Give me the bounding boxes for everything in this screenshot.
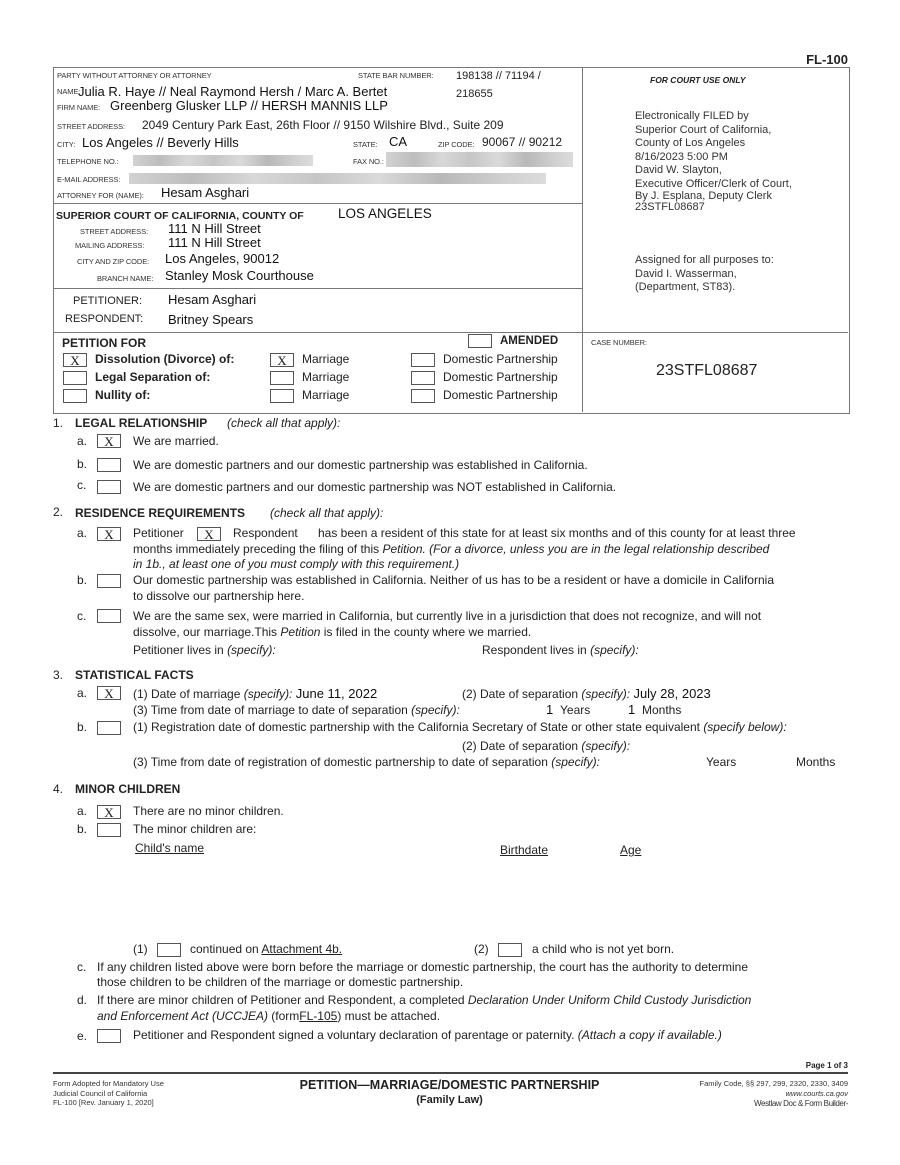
registration-date-note: (specify below):	[703, 720, 787, 734]
section4-d-letter: d.	[77, 993, 88, 1007]
section2-b-letter: b.	[77, 573, 88, 587]
no-minor-children-checkbox[interactable]: X	[97, 805, 121, 819]
zip-label: ZIP CODE:	[438, 140, 475, 149]
assignment-note	[635, 254, 774, 295]
b-opt2-num: (2)	[474, 942, 489, 956]
filing-line: County of Los Angeles	[635, 137, 746, 149]
uccjea-act-title: and Enforcement Act (UCCJEA)	[97, 1009, 268, 1023]
petition-for-title: PETITION FOR	[62, 336, 146, 350]
section4-d-line2	[97, 1009, 440, 1023]
married-checkbox[interactable]: X	[97, 434, 121, 448]
fl-105-link[interactable]: FL-105	[299, 1009, 338, 1023]
filing-line: Executive Officer/Clerk of Court,	[635, 177, 792, 190]
date-of-separation-label: (2) Date of separation	[462, 687, 579, 701]
section4-c-letter: c.	[77, 960, 87, 974]
time-registration-label: (3) Time from date of registration of domestic partnership to date of separation	[133, 755, 548, 769]
filing-stamp	[635, 110, 792, 213]
section4-b-text: The minor children are:	[133, 822, 257, 836]
footer-left-line: FL-100 [Rev. January 1, 2020]	[53, 1098, 154, 1107]
legal-separation-checkbox[interactable]	[63, 371, 87, 385]
filing-line: 8/16/2023 5:00 PM	[635, 150, 728, 163]
section2-a-line3: in 1b., at least one of you must comply with this requirement.)	[133, 557, 460, 571]
section2-number: 2.	[53, 505, 64, 519]
domestic-ca-checkbox[interactable]	[97, 458, 121, 472]
firm-label: FIRM NAME:	[57, 103, 101, 112]
form-id: FL-100	[806, 52, 848, 67]
nullity-label: Nullity of:	[95, 388, 151, 402]
unborn-child-checkbox[interactable]	[498, 943, 522, 957]
attorney-for-name[interactable]: Hesam Asghari	[161, 185, 250, 200]
attachment-4b-text: continued on	[190, 942, 259, 956]
footer-title-block	[272, 1078, 627, 1106]
section4-title: MINOR CHILDREN	[75, 782, 181, 796]
section2-a-line2-text: months immediately preceding the filing of this	[133, 542, 380, 556]
respondent-lives-specify: (specify):	[590, 643, 639, 657]
footer-family-codes: Family Code, §§ 297, 299, 2320, 2330, 3409	[699, 1079, 848, 1088]
months-label: Months	[642, 703, 682, 717]
col-age: Age	[620, 843, 642, 857]
court-street[interactable]: 111 N Hill Street	[168, 221, 261, 236]
footer-title: PETITION—MARRIAGE/DOMESTIC PARTNERSHIP	[299, 1078, 600, 1092]
years-value[interactable]: 1	[546, 702, 554, 717]
section4-a-letter: a.	[77, 804, 88, 818]
dissolution-label: Dissolution (Divorce) of:	[95, 352, 235, 366]
divider-court	[53, 288, 582, 289]
section2-a-line2	[133, 542, 769, 556]
b-opt1-num: (1)	[133, 942, 148, 956]
section2-title: RESIDENCE REQUIREMENTS	[75, 506, 246, 520]
section2-b-text1: Our domestic partnership was established in California. Neither of us has to be a resident or have a domicile in California	[133, 573, 774, 587]
column-divider	[582, 67, 583, 412]
case-number-label: CASE NUMBER:	[591, 338, 647, 347]
section1-a-text: We are married.	[133, 434, 219, 448]
petitioner-lives-label: Petitioner lives in	[133, 643, 224, 657]
court-branch-label: BRANCH NAME:	[97, 274, 154, 283]
section4-d-form-word: (form	[271, 1009, 300, 1023]
uccjea-declaration-title: Declaration Under Uniform Child Custody Jurisdiction	[467, 993, 752, 1007]
date-of-marriage-value[interactable]: June 11, 2022	[295, 686, 378, 701]
petitioner-resident-checkbox[interactable]: X	[97, 527, 121, 541]
date-of-separation-value[interactable]: July 28, 2023	[633, 686, 711, 701]
section1-c-text: We are domestic partners and our domestic partnership was NOT established in California.	[133, 480, 617, 494]
dp-separation-row	[462, 739, 630, 753]
attorney-state[interactable]: CA	[389, 134, 408, 149]
attachment-4b-link[interactable]: Attachment 4b.	[261, 942, 343, 956]
bar-number-label: STATE BAR NUMBER:	[358, 71, 434, 80]
court-use-header: FOR COURT USE ONLY	[650, 75, 746, 85]
section4-d-text2c: ) must be attached.	[337, 1009, 441, 1023]
domestic-facts-checkbox[interactable]	[97, 721, 121, 735]
date-of-separation-specify: (specify):	[581, 687, 631, 701]
time-registration-specify: (specify):	[551, 755, 600, 769]
respondent-lives-in	[482, 643, 639, 657]
respondent-name[interactable]: Britney Spears	[168, 312, 254, 327]
section1-title: LEGAL RELATIONSHIP	[75, 416, 208, 430]
dissolution-domestic-label: Domestic Partnership	[443, 352, 558, 366]
section1-b-text: We are domestic partners and our domestic partnership was established in California.	[133, 458, 588, 472]
attorney-header-label: PARTY WITHOUT ATTORNEY OR ATTORNEY	[57, 71, 212, 80]
section2-a-letter: a.	[77, 526, 88, 540]
divider-attorney	[53, 203, 582, 204]
footer-right	[700, 1079, 848, 1109]
dissolution-checkbox[interactable]: X	[63, 353, 87, 367]
filing-line: David W. Slayton,	[635, 164, 722, 176]
section2-c-text2c: is filed in the county where we married.	[323, 625, 532, 639]
court-cityzip[interactable]: Los Angeles, 90012	[165, 251, 280, 266]
attachment-4b-row	[190, 942, 342, 956]
section4-d-line1	[97, 993, 751, 1007]
attorney-zip[interactable]: 90067 // 90212	[482, 135, 563, 149]
section4-number: 4.	[53, 782, 64, 796]
court-cityzip-label: CITY AND ZIP CODE:	[77, 257, 150, 266]
section2-c-petition-word: Petition	[280, 625, 321, 639]
nullity-marriage-checkbox[interactable]	[270, 389, 294, 403]
footer-website[interactable]: www.courts.ca.gov	[785, 1088, 848, 1098]
section2-a-italic-note: (For a divorce, unless you are in the legal relationship described	[429, 542, 770, 556]
footer-left-line: Judicial Council of California	[53, 1088, 148, 1098]
street-label: STREET ADDRESS:	[57, 122, 125, 131]
section1-b-letter: b.	[77, 457, 88, 471]
footer-rule	[53, 1072, 848, 1074]
section1-a-letter: a.	[77, 434, 88, 448]
dp-months-label: Months	[796, 755, 836, 769]
nullity-checkbox[interactable]	[63, 389, 87, 403]
petitioner-label: PETITIONER:	[73, 295, 143, 307]
section4-d-text1a: If there are minor children of Petitioner and Respondent, a completed	[97, 993, 465, 1007]
time-marriage-row	[133, 703, 460, 717]
months-value[interactable]: 1	[628, 702, 636, 717]
legal-separation-label: Legal Separation of:	[95, 370, 211, 384]
section1-c-letter: c.	[77, 478, 87, 492]
email-label: E-MAIL ADDRESS:	[57, 175, 121, 184]
section4-e-letter: e.	[77, 1029, 88, 1043]
attorney-for-label: ATTORNEY FOR (NAME):	[57, 191, 144, 200]
minor-children-checkbox[interactable]	[97, 823, 121, 837]
legal-separation-domestic-checkbox[interactable]	[411, 371, 435, 385]
assignment-line: (Department, ST83).	[635, 281, 736, 293]
section2-note: (check all that apply):	[270, 506, 384, 520]
section3-title: STATISTICAL FACTS	[75, 668, 194, 682]
registration-date-row	[133, 720, 787, 734]
filing-line: Electronically FILED by	[635, 110, 749, 122]
nullity-marriage-label: Marriage	[302, 388, 350, 402]
same-sex-checkbox[interactable]	[97, 609, 121, 623]
section4-c-text2: those children to be children of the marriage or domestic partnership.	[97, 975, 464, 989]
section2-b-text2: to dissolve our partnership here.	[133, 589, 305, 603]
page-number: Page 1 of 3	[805, 1061, 848, 1070]
petitioner-name[interactable]: Hesam Asghari	[168, 292, 257, 307]
section4-c-text1: If any children listed above were born before the marriage or domestic partnership, the court has the authority to determine	[97, 960, 749, 974]
section2-a-petition-word: Petition.	[382, 542, 426, 556]
petitioner-lives-in	[133, 643, 276, 657]
dp-years-label: Years	[706, 755, 737, 769]
dp-separation-specify: (specify):	[581, 739, 631, 753]
section2-c-text1: We are the same sex, were married in California, but currently live in a jurisdiction that does not recognize, and will not	[133, 609, 762, 623]
amended-checkbox[interactable]	[468, 334, 492, 348]
time-registration-row	[133, 755, 600, 769]
respondent-label: RESPONDENT:	[65, 313, 144, 325]
city-label: CITY:	[57, 140, 76, 149]
section3-number: 3.	[53, 668, 64, 682]
years-label: Years	[560, 703, 591, 717]
court-branch[interactable]: Stanley Mosk Courthouse	[165, 268, 314, 283]
dissolution-marriage-checkbox[interactable]: X	[270, 353, 294, 367]
section2-a-petitioner: Petitioner	[133, 526, 184, 540]
domestic-established-checkbox[interactable]	[97, 574, 121, 588]
amended-label: AMENDED	[500, 335, 559, 347]
phone-label: TELEPHONE NO.:	[57, 157, 119, 166]
section4-e-row	[133, 1028, 722, 1042]
domestic-non-ca-checkbox[interactable]	[97, 480, 121, 494]
court-mailing[interactable]: 111 N Hill Street	[168, 235, 261, 250]
assignment-line: David I. Wasserman,	[635, 267, 737, 280]
section3-a-letter: a.	[77, 686, 88, 700]
time-marriage-specify: (specify):	[411, 703, 460, 717]
attachment-4b-checkbox[interactable]	[157, 943, 181, 957]
section2-a-text: has been a resident of this state for at least six months and of this county for at least three	[318, 526, 796, 540]
filing-line: 23STFL08687	[635, 201, 705, 213]
fax-redacted[interactable]	[386, 152, 573, 167]
divider-parties	[53, 332, 848, 333]
section4-b-letter: b.	[77, 822, 88, 836]
court-title: SUPERIOR COURT OF CALIFORNIA, COUNTY OF	[56, 210, 304, 222]
col-childs-name: Child's name	[135, 841, 204, 855]
section1-number: 1.	[53, 416, 64, 430]
name-label: NAME:	[57, 87, 81, 96]
date-of-marriage-specify: (specify):	[243, 687, 293, 701]
filing-line: By J. Esplana, Deputy Clerk	[635, 190, 772, 202]
petitioner-lives-specify: (specify):	[227, 643, 276, 657]
date-of-marriage-row	[133, 686, 377, 701]
section4-e-text: Petitioner and Respondent signed a voluntary declaration of parentage or paternity.	[133, 1028, 575, 1042]
fax-label: FAX NO.:	[353, 157, 384, 166]
footer-builder: Westlaw Doc & Form Builder-	[754, 1099, 848, 1108]
marriage-facts-checkbox[interactable]: X	[97, 686, 121, 700]
state-label: STATE:	[353, 140, 378, 149]
footer-subtitle: (Family Law)	[416, 1094, 483, 1106]
attorney-street[interactable]: 2049 Century Park East, 26th Floor // 9150 Wilshire Blvd., Suite 209	[142, 118, 504, 132]
section2-c-line2	[133, 625, 531, 639]
respondent-resident-checkbox[interactable]: X	[197, 527, 221, 541]
col-birthdate: Birthdate	[500, 843, 549, 857]
phone-redacted[interactable]	[133, 155, 313, 166]
email-redacted[interactable]	[129, 173, 546, 184]
bar-number-2[interactable]: 218655	[456, 88, 493, 100]
section4-a-text: There are no minor children.	[133, 804, 284, 818]
legal-separation-marriage-label: Marriage	[302, 370, 350, 384]
date-of-marriage-label: (1) Date of marriage	[133, 687, 241, 701]
unborn-child-text: a child who is not yet born.	[532, 942, 675, 956]
time-marriage-label: (3) Time from date of marriage to date of separation	[133, 703, 408, 717]
court-county[interactable]: LOS ANGELES	[338, 206, 432, 221]
attorney-city[interactable]: Los Angeles // Beverly Hills	[82, 135, 239, 150]
bar-number-1[interactable]: 198138 // 71194 /	[456, 70, 541, 82]
legal-separation-domestic-label: Domestic Partnership	[443, 370, 558, 384]
section4-e-note: (Attach a copy if available.)	[577, 1028, 722, 1042]
assignment-line: Assigned for all purposes to:	[635, 254, 774, 266]
legal-separation-marriage-checkbox[interactable]	[270, 371, 294, 385]
section2-a-respondent: Respondent	[233, 526, 298, 540]
court-street-label: STREET ADDRESS:	[80, 227, 148, 236]
registration-date-label: (1) Registration date of domestic partnership with the California Secretary of State or other state equivalent	[133, 720, 700, 734]
section2-c-letter: c.	[77, 609, 87, 623]
nullity-domestic-label: Domestic Partnership	[443, 388, 558, 402]
parentage-checkbox[interactable]	[97, 1029, 121, 1043]
footer-left-line: Form Adopted for Mandatory Use	[53, 1079, 164, 1088]
court-mailing-label: MAILING ADDRESS:	[75, 241, 145, 250]
filing-line: Superior Court of California,	[635, 123, 772, 136]
attorney-name[interactable]: Julia R. Haye // Neal Raymond Hersh / Marc A. Bertet	[78, 84, 388, 99]
section2-c-text2a: dissolve, our marriage.This	[133, 625, 278, 639]
section3-b-letter: b.	[77, 720, 88, 734]
firm-name[interactable]: Greenberg Glusker LLP // HERSH MANNIS LLP	[110, 98, 388, 113]
dissolution-marriage-label: Marriage	[302, 352, 350, 366]
case-number[interactable]: 23STFL08687	[656, 362, 758, 379]
dp-separation-label: (2) Date of separation	[462, 739, 579, 753]
dissolution-domestic-checkbox[interactable]	[411, 353, 435, 367]
respondent-lives-label: Respondent lives in	[482, 643, 587, 657]
footer-left	[53, 1079, 164, 1108]
date-of-separation-row	[462, 686, 711, 701]
section1-note: (check all that apply):	[227, 416, 341, 430]
nullity-domestic-checkbox[interactable]	[411, 389, 435, 403]
